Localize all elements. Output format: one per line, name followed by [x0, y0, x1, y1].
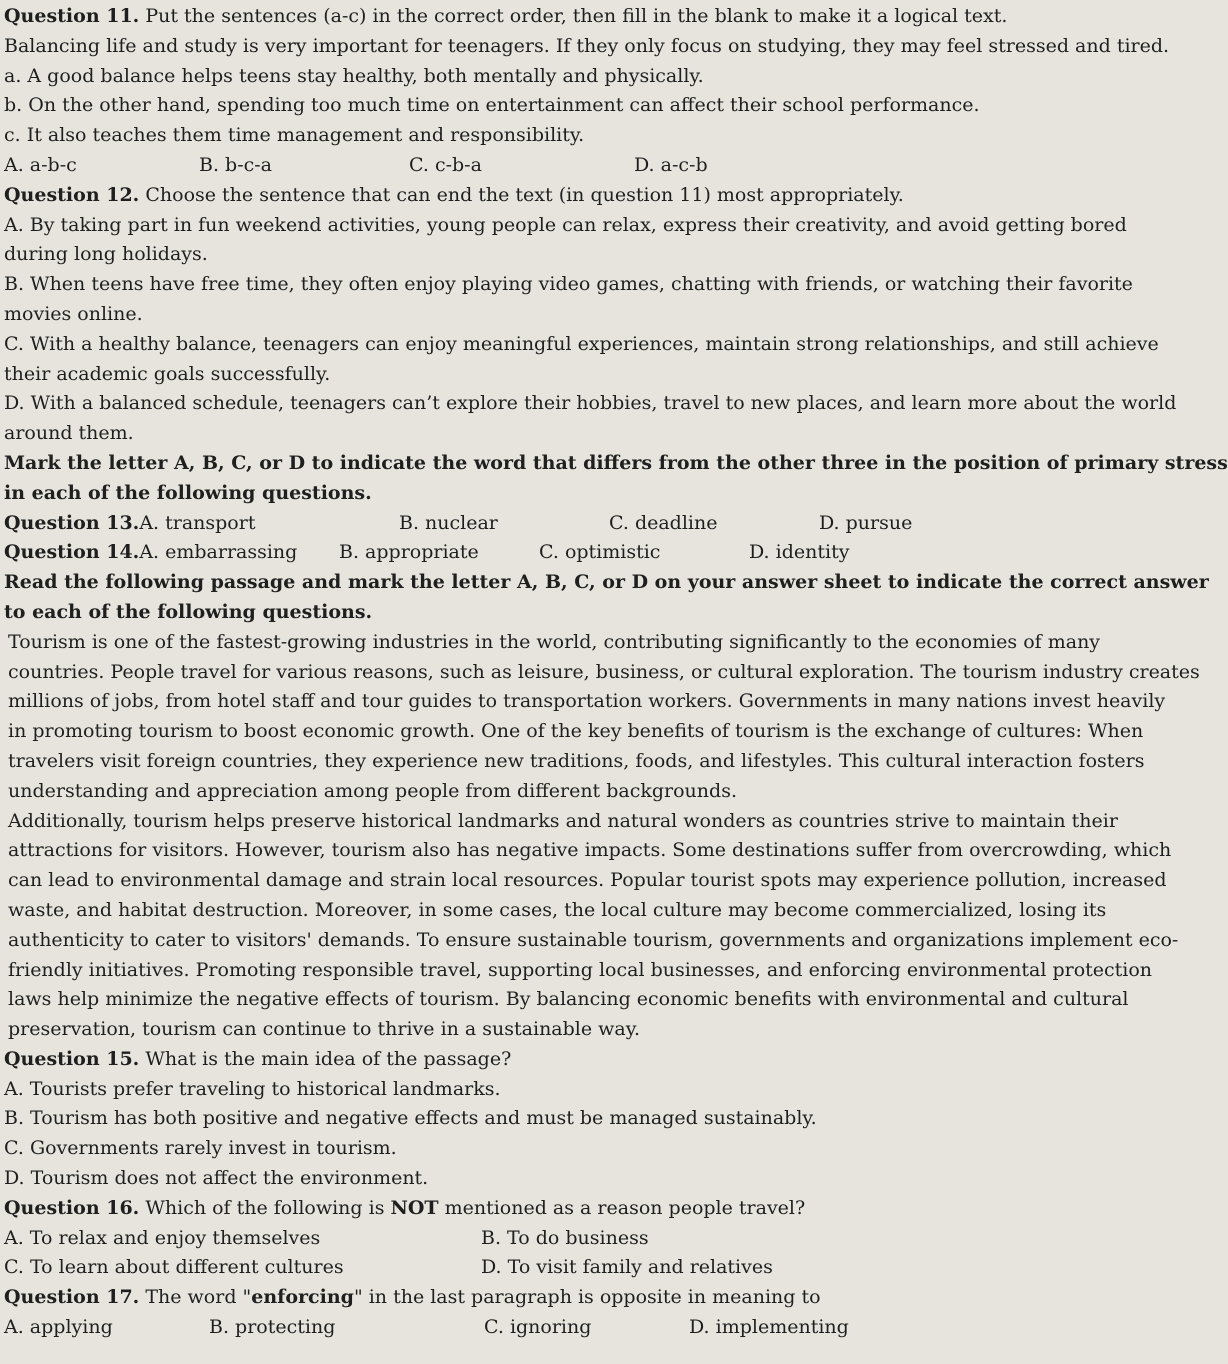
- question-number: Question 12.: [4, 183, 140, 206]
- passage-line: travelers visit foreign countries, they experience new traditions, foods, and lifestyles. This cultural interaction fosters: [8, 749, 1145, 772]
- question-number: Question 16.: [4, 1196, 140, 1219]
- q12-option-d-line1[interactable]: D. With a balanced schedule, teenagers can’t explore their hobbies, travel to new places, and learn more about the world: [4, 392, 1177, 415]
- option-b[interactable]: B. nuclear: [399, 511, 498, 534]
- q15-option-b[interactable]: B. Tourism has both positive and negative effects and must be managed sustainably.: [4, 1107, 817, 1130]
- option-a[interactable]: A. To relax and enjoy themselves: [4, 1226, 321, 1249]
- question-number: Question 13.: [4, 511, 140, 534]
- passage-line: attractions for visitors. However, tourism also has negative impacts. Some destinations suffer from overcrowding, which: [8, 839, 1172, 862]
- reading-instruction-line2: to each of the following questions.: [4, 600, 373, 623]
- q15-option-a[interactable]: A. Tourists prefer traveling to historical landmarks.: [4, 1077, 501, 1100]
- question-prompt: Choose the sentence that can end the text (in question 11) most appropriately.: [139, 183, 904, 206]
- option-b[interactable]: B. protecting: [209, 1316, 336, 1339]
- reading-instruction-line1: Read the following passage and mark the letter A, B, C, or D on your answer sheet to indicate the correct answer: [4, 571, 1209, 594]
- option-c[interactable]: C. ignoring: [484, 1316, 592, 1339]
- passage-line: preservation, tourism can continue to thrive in a sustainable way.: [8, 1018, 640, 1041]
- question-prompt-end: mentioned as a reason people travel?: [438, 1196, 806, 1219]
- stress-instruction-line2: in each of the following questions.: [4, 481, 372, 504]
- not-emphasis: NOT: [390, 1196, 439, 1219]
- question-prompt-end: " in the last paragraph is opposite in meaning to: [353, 1286, 821, 1309]
- q17-heading: [4, 1283, 1088, 1313]
- q11-options: [4, 151, 1088, 181]
- question-number: Question 17.: [4, 1286, 140, 1309]
- q12-option-a-line2: during long holidays.: [4, 243, 208, 266]
- q12-option-c-line2: their academic goals successfully.: [4, 362, 331, 385]
- q12-heading: [4, 181, 1088, 211]
- option-c[interactable]: C. To learn about different cultures: [4, 1256, 344, 1279]
- q12-option-c-line1[interactable]: C. With a healthy balance, teenagers can enjoy meaningful experiences, maintain strong relationships, and still achieve: [4, 332, 1159, 355]
- passage-line: can lead to environmental damage and strain local resources. Popular tourist spots may experience pollution, increased: [8, 869, 1167, 892]
- option-d[interactable]: D. implementing: [689, 1316, 849, 1339]
- passage-line: friendly initiatives. Promoting responsible travel, supporting local businesses, and enforcing environmental protection: [8, 958, 1153, 981]
- q12-option-d-line2: around them.: [4, 422, 134, 445]
- option-a[interactable]: A. embarrassing: [139, 541, 298, 564]
- q15-option-d[interactable]: D. Tourism does not affect the environment.: [4, 1167, 429, 1190]
- passage-line: waste, and habitat destruction. Moreover, in some cases, the local culture may become commercialized, losing its: [8, 898, 1107, 921]
- option-d[interactable]: D. pursue: [819, 511, 913, 534]
- option-a[interactable]: A. applying: [4, 1316, 113, 1339]
- option-b[interactable]: B. b-c-a: [199, 153, 273, 176]
- q17-options: [4, 1313, 1088, 1343]
- q12-option-b-line2: movies online.: [4, 302, 143, 325]
- passage-line: authenticity to cater to visitors' demands. To ensure sustainable tourism, governments and organizations implement eco-: [8, 928, 1179, 951]
- q12-option-a-line1[interactable]: A. By taking part in fun weekend activities, young people can relax, express their creativity, and avoid getting bored: [4, 213, 1127, 236]
- question-number: Question 14.: [4, 541, 140, 564]
- option-c[interactable]: C. deadline: [609, 511, 718, 534]
- option-d[interactable]: D. identity: [749, 541, 850, 564]
- reading-passage: [4, 628, 1200, 1045]
- option-c[interactable]: C. optimistic: [539, 541, 661, 564]
- question-number: Question 11.: [4, 5, 140, 27]
- option-b[interactable]: B. To do business: [481, 1226, 649, 1249]
- passage-line: Tourism is one of the fastest-growing industries in the world, contributing significantly to the economies of many: [8, 630, 1101, 653]
- option-a[interactable]: A. a-b-c: [4, 153, 77, 176]
- target-word: enforcing: [251, 1286, 354, 1309]
- question-prompt: Put the sentences (a-c) in the correct order, then fill in the blank to make it a logical text.: [139, 5, 1008, 27]
- q15-option-c[interactable]: C. Governments rarely invest in tourism.: [4, 1137, 397, 1160]
- q15-heading: [4, 1045, 1088, 1075]
- passage-line: in promoting tourism to boost economic growth. One of the key benefits of tourism is the exchange of cultures: When: [8, 720, 1144, 743]
- q12-option-b-line1[interactable]: B. When teens have free time, they often enjoy playing video games, chatting with friends, or watching their favorite: [4, 273, 1133, 296]
- passage-line: Additionally, tourism helps preserve historical landmarks and natural wonders as countries strive to maintain their: [8, 809, 1118, 832]
- question-prompt: What is the main idea of the passage?: [139, 1047, 512, 1070]
- q16-options-row1: [4, 1224, 1088, 1254]
- option-c[interactable]: C. c-b-a: [409, 153, 482, 176]
- option-d[interactable]: D. a-c-b: [634, 153, 708, 176]
- passage-line: millions of jobs, from hotel staff and tour guides to transportation workers. Governments in many nations invest heavily: [8, 690, 1166, 713]
- passage-line: laws help minimize the negative effects of tourism. By balancing economic benefits with environmental and cultural: [8, 988, 1129, 1011]
- q11-sentence-b: b. On the other hand, spending too much time on entertainment can affect their school performance.: [4, 94, 980, 117]
- q16-options-row2: [4, 1253, 1088, 1283]
- q11-sentence-a: a. A good balance helps teens stay healthy, both mentally and physically.: [4, 64, 704, 87]
- q13-row: [4, 509, 1088, 539]
- q14-row: [4, 538, 1088, 568]
- q11-sentence-c: c. It also teaches them time management and responsibility.: [4, 124, 585, 147]
- q11-heading: [4, 2, 1088, 32]
- stress-instruction-line1: Mark the letter A, B, C, or D to indicate the word that differs from the other three in the position of primary stress: [4, 451, 1228, 474]
- option-d[interactable]: D. To visit family and relatives: [481, 1256, 773, 1279]
- q16-heading: [4, 1194, 1088, 1224]
- option-b[interactable]: B. appropriate: [339, 541, 479, 564]
- passage-line: countries. People travel for various reasons, such as leisure, business, or cultural exploration. The tourism industry creates: [8, 660, 1200, 683]
- question-number: Question 15.: [4, 1047, 140, 1070]
- option-a[interactable]: A. transport: [139, 511, 256, 534]
- question-prompt: Which of the following is: [139, 1196, 391, 1219]
- q11-intro: Balancing life and study is very important for teenagers. If they only focus on studying, they may feel stressed and tired.: [4, 34, 1170, 57]
- question-prompt: The word ": [139, 1286, 252, 1309]
- passage-line: understanding and appreciation among people from different backgrounds.: [8, 779, 737, 802]
